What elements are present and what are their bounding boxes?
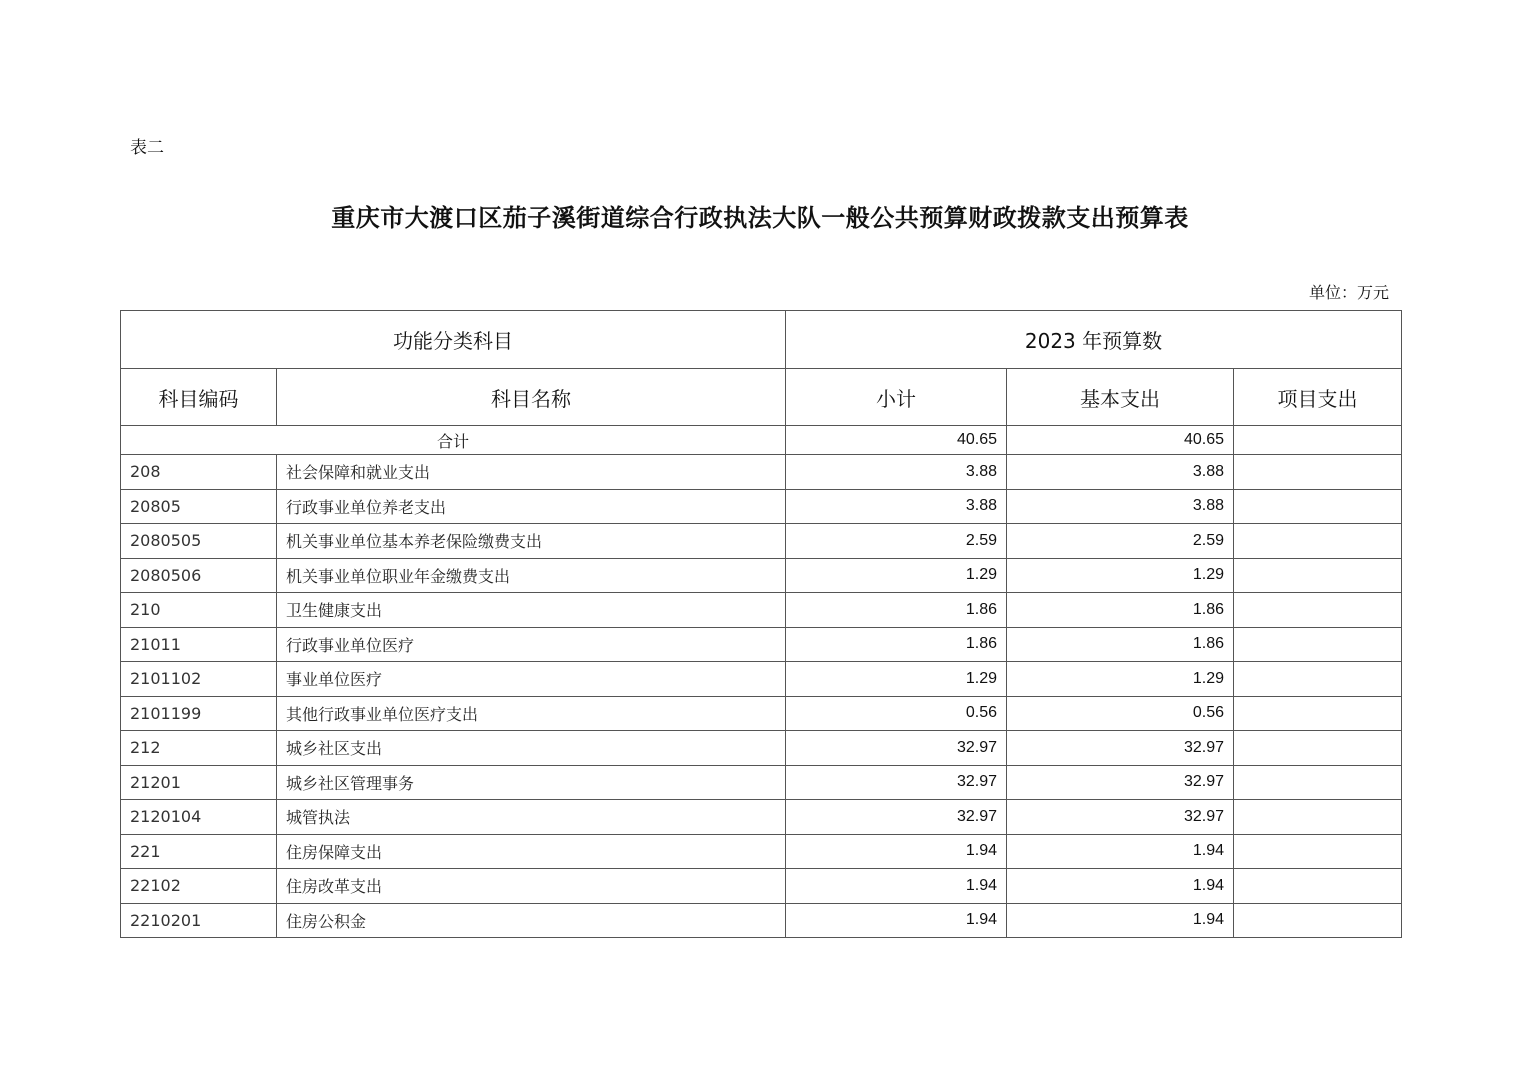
table-number-label: 表二 (130, 138, 164, 158)
row-code: 2101199 (121, 696, 277, 731)
row-basic: 1.86 (1007, 593, 1234, 628)
row-project (1234, 662, 1402, 697)
table-row (121, 662, 1402, 697)
header-budget-year: 2023 年预算数 (786, 311, 1402, 369)
row-code: 2120104 (121, 800, 277, 835)
header-basic: 基本支出 (1007, 369, 1234, 426)
header-name: 科目名称 (277, 369, 786, 426)
row-name: 卫生健康支出 (277, 593, 786, 628)
header-project: 项目支出 (1234, 369, 1402, 426)
row-name: 住房保障支出 (277, 834, 786, 869)
row-project (1234, 696, 1402, 731)
row-project (1234, 558, 1402, 593)
row-subtotal: 3.88 (786, 489, 1007, 524)
total-project (1234, 426, 1402, 455)
row-basic: 1.29 (1007, 558, 1234, 593)
page-title: 重庆市大渡口区茄子溪街道综合行政执法大队一般公共预算财政拨款支出预算表 (331, 203, 1189, 232)
row-code: 210 (121, 593, 277, 628)
row-code: 20805 (121, 489, 277, 524)
row-name: 住房改革支出 (277, 869, 786, 904)
row-name: 城乡社区支出 (277, 731, 786, 766)
row-project (1234, 800, 1402, 835)
table-row (121, 731, 1402, 766)
row-basic: 2.59 (1007, 524, 1234, 559)
row-subtotal: 0.56 (786, 696, 1007, 731)
row-basic: 1.94 (1007, 903, 1234, 938)
table-row (121, 524, 1402, 559)
row-project (1234, 731, 1402, 766)
row-basic: 3.88 (1007, 489, 1234, 524)
row-subtotal: 1.29 (786, 558, 1007, 593)
row-code: 2101102 (121, 662, 277, 697)
row-name: 事业单位医疗 (277, 662, 786, 697)
table-row (121, 765, 1402, 800)
row-project (1234, 903, 1402, 938)
header-subtotal: 小计 (786, 369, 1007, 426)
table-row (121, 903, 1402, 938)
row-project (1234, 489, 1402, 524)
row-subtotal: 1.94 (786, 903, 1007, 938)
table-row (121, 627, 1402, 662)
row-project (1234, 455, 1402, 490)
row-project (1234, 627, 1402, 662)
row-code: 2080505 (121, 524, 277, 559)
row-code: 208 (121, 455, 277, 490)
table-row (121, 593, 1402, 628)
row-subtotal: 1.86 (786, 593, 1007, 628)
row-name: 城乡社区管理事务 (277, 765, 786, 800)
header-row-2 (121, 369, 1402, 426)
row-code: 212 (121, 731, 277, 766)
row-code: 21011 (121, 627, 277, 662)
header-code: 科目编码 (121, 369, 277, 426)
row-basic: 1.29 (1007, 662, 1234, 697)
row-basic: 1.94 (1007, 834, 1234, 869)
total-label: 合计 (121, 426, 786, 455)
row-basic: 32.97 (1007, 731, 1234, 766)
table-row (121, 800, 1402, 835)
table-row (121, 558, 1402, 593)
row-subtotal: 1.94 (786, 834, 1007, 869)
total-subtotal: 40.65 (786, 426, 1007, 455)
table-row (121, 489, 1402, 524)
row-code: 21201 (121, 765, 277, 800)
row-project (1234, 834, 1402, 869)
total-row (121, 426, 1402, 455)
row-project (1234, 524, 1402, 559)
row-basic: 1.86 (1007, 627, 1234, 662)
row-basic: 32.97 (1007, 765, 1234, 800)
header-row-1 (121, 311, 1402, 369)
row-subtotal: 32.97 (786, 800, 1007, 835)
table-row (121, 869, 1402, 904)
row-basic: 0.56 (1007, 696, 1234, 731)
row-project (1234, 869, 1402, 904)
row-code: 22102 (121, 869, 277, 904)
row-name: 机关事业单位职业年金缴费支出 (277, 558, 786, 593)
unit-label: 单位：万元 (1308, 283, 1389, 302)
row-project (1234, 593, 1402, 628)
row-project (1234, 765, 1402, 800)
row-code: 2210201 (121, 903, 277, 938)
header-functional-category: 功能分类科目 (121, 311, 786, 369)
row-subtotal: 1.94 (786, 869, 1007, 904)
row-name: 行政事业单位养老支出 (277, 489, 786, 524)
row-basic: 1.94 (1007, 869, 1234, 904)
row-subtotal: 32.97 (786, 731, 1007, 766)
row-code: 221 (121, 834, 277, 869)
row-subtotal: 3.88 (786, 455, 1007, 490)
row-name: 住房公积金 (277, 903, 786, 938)
row-code: 2080506 (121, 558, 277, 593)
row-name: 机关事业单位基本养老保险缴费支出 (277, 524, 786, 559)
budget-table (120, 310, 1402, 938)
row-name: 社会保障和就业支出 (277, 455, 786, 490)
row-subtotal: 1.29 (786, 662, 1007, 697)
row-subtotal: 32.97 (786, 765, 1007, 800)
row-name: 其他行政事业单位医疗支出 (277, 696, 786, 731)
row-subtotal: 2.59 (786, 524, 1007, 559)
row-name: 行政事业单位医疗 (277, 627, 786, 662)
row-basic: 32.97 (1007, 800, 1234, 835)
table-row (121, 696, 1402, 731)
row-name: 城管执法 (277, 800, 786, 835)
table-row (121, 834, 1402, 869)
table-row (121, 455, 1402, 490)
total-basic: 40.65 (1007, 426, 1234, 455)
row-subtotal: 1.86 (786, 627, 1007, 662)
row-basic: 3.88 (1007, 455, 1234, 490)
